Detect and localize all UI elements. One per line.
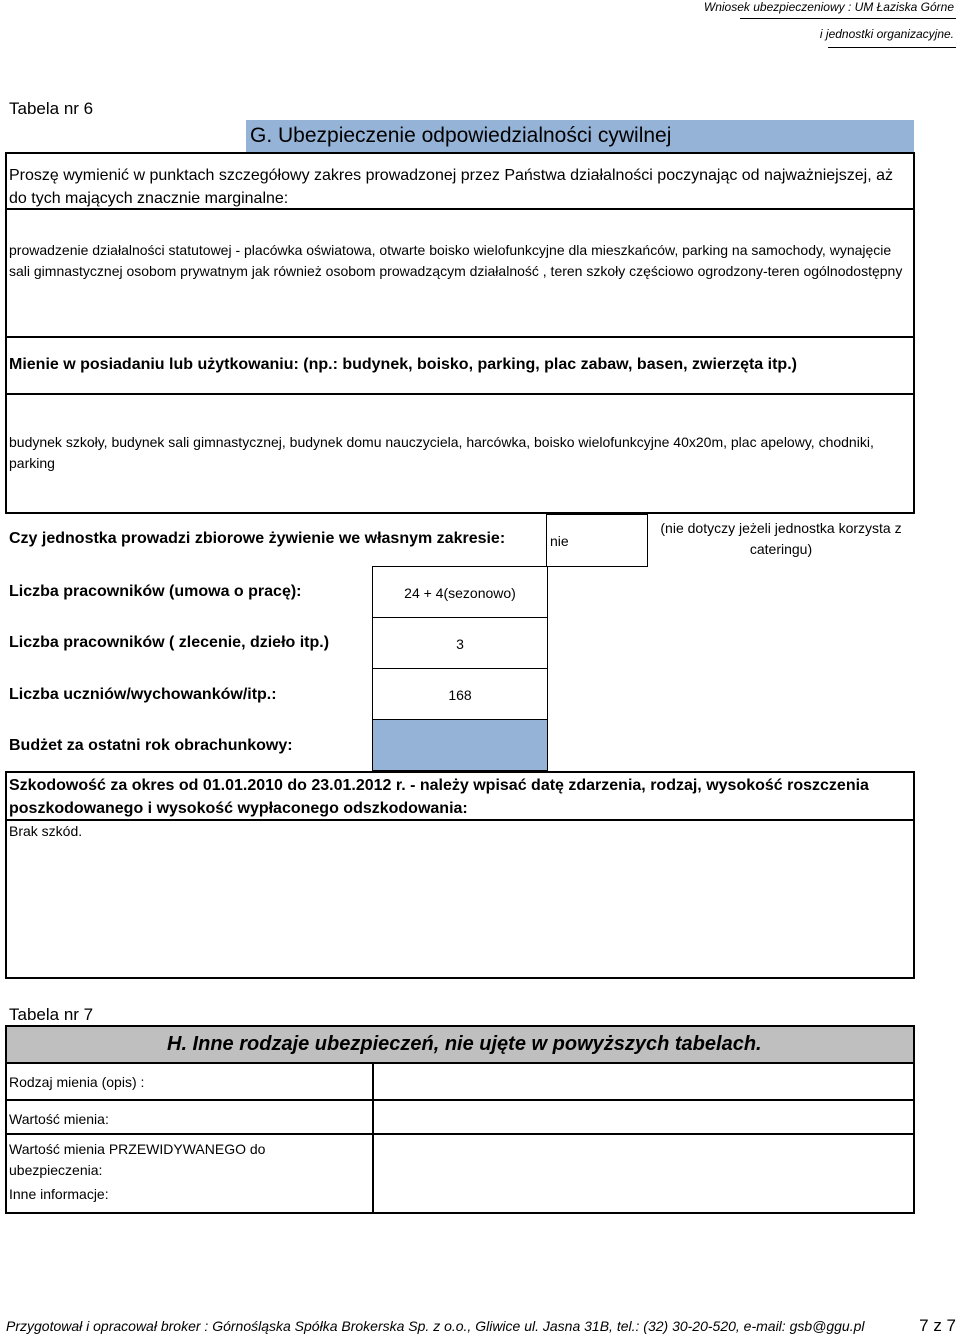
- divider: [5, 819, 915, 821]
- students-label: Liczba uczniów/wychowanków/itp.:: [9, 686, 277, 703]
- table6-title-band: [246, 120, 914, 152]
- property-answer: budynek szkoły, budynek sali gimnastycznej, budynek domu nauczyciela, harcówka, boisko wielofunkcyjne 40x20m, plac apelowy, chodniki, parking: [9, 434, 874, 471]
- table7-title: H. Inne rodzaje ubezpieczeń, nie ujęte w powyższych tabelach.: [167, 1033, 762, 1055]
- table6-label: Tabela nr 6: [9, 99, 94, 118]
- t7-row-label: Rodzaj mienia (opis) :: [9, 1074, 145, 1090]
- claims-value: Brak szkód.: [9, 823, 83, 839]
- t7-row-label: Inne informacje:: [9, 1186, 109, 1202]
- divider: [5, 1133, 915, 1135]
- scope-answer: prowadzenie działalności statutowej - placówka oświatowa, otwarte boisko wielofunkcyjne dla mieszkańców, parking na samochody, wynajęcie sali gimnastycznej osobom prywatnym jak również osobom prowadzącym działalność , teren szkoły częściowo ogrodzony-teren ogólnodostępny: [9, 242, 903, 279]
- contractors-value: 3: [456, 636, 464, 652]
- header-line1: Wniosek ubezpieczeniowy : UM Łaziska Górne: [703, 0, 954, 14]
- employees-value-cell: [372, 566, 548, 618]
- header-rule-2: [828, 47, 956, 48]
- employees-value: 24 + 4(sezonowo): [404, 585, 516, 601]
- scope-question: Proszę wymienić w punktach szczegółowy zakres prowadzonej przez Państwa działalności poczynając od najważniejszej, aż do tych mających znacznie marginalne:: [9, 167, 893, 207]
- table6-title: G. Ubezpieczenie odpowiedzialności cywilnej: [250, 124, 672, 147]
- divider: [5, 393, 915, 395]
- table7-title-band: [5, 1025, 915, 1064]
- catering-label: Czy jednostka prowadzi zbiorowe żywienie we własnym zakresie:: [9, 530, 506, 547]
- table7-label: Tabela nr 7: [9, 1005, 94, 1024]
- students-value-cell: [372, 668, 548, 720]
- divider: [5, 208, 915, 210]
- contractors-value-cell: [372, 617, 548, 669]
- table7-col-divider: [372, 1062, 374, 1214]
- divider: [5, 1099, 915, 1101]
- catering-note: (nie dotyczy jeżeli jednostka korzysta z cateringu): [660, 520, 902, 557]
- contractors-label: Liczba pracowników ( zlecenie, dzieło itp.): [9, 634, 330, 651]
- budget-label: Budżet za ostatni rok obrachunkowy:: [9, 737, 293, 754]
- header-rule-1: [740, 18, 956, 19]
- catering-value-cell: [546, 514, 648, 567]
- divider: [5, 336, 915, 338]
- catering-value: nie: [550, 533, 569, 549]
- page-number: 7 z 7: [919, 1316, 956, 1335]
- t7-row-label: Wartość mienia:: [9, 1111, 109, 1127]
- employees-label: Liczba pracowników (umowa o pracę):: [9, 583, 302, 600]
- footer-credit: Przygotował i opracował broker : Górnośląska Spółka Brokerska Sp. z o.o., Gliwice ul. Jasna 31B, tel.: (32) 30-20-520, e-mail: gsb@ggu.pl: [6, 1318, 865, 1334]
- budget-value-cell[interactable]: [372, 719, 548, 771]
- budget-value: [373, 720, 547, 736]
- header-line2: i jednostki organizacyjne.: [819, 27, 954, 41]
- students-value: 168: [448, 687, 472, 703]
- t7-row-label: Wartość mienia PRZEWIDYWANEGO do ubezpieczenia:: [9, 1141, 266, 1178]
- claims-label: Szkodowość za okres od 01.01.2010 do 23.01.2012 r. - należy wpisać datę zdarzenia, rodzaj, wysokość roszczenia poszkodowanego i wysokość wypłaconego odszkodowania:: [9, 777, 869, 817]
- property-question: Mienie w posiadaniu lub użytkowaniu: (np.: budynek, boisko, parking, plac zabaw, basen, zwierzęta itp.): [9, 356, 797, 373]
